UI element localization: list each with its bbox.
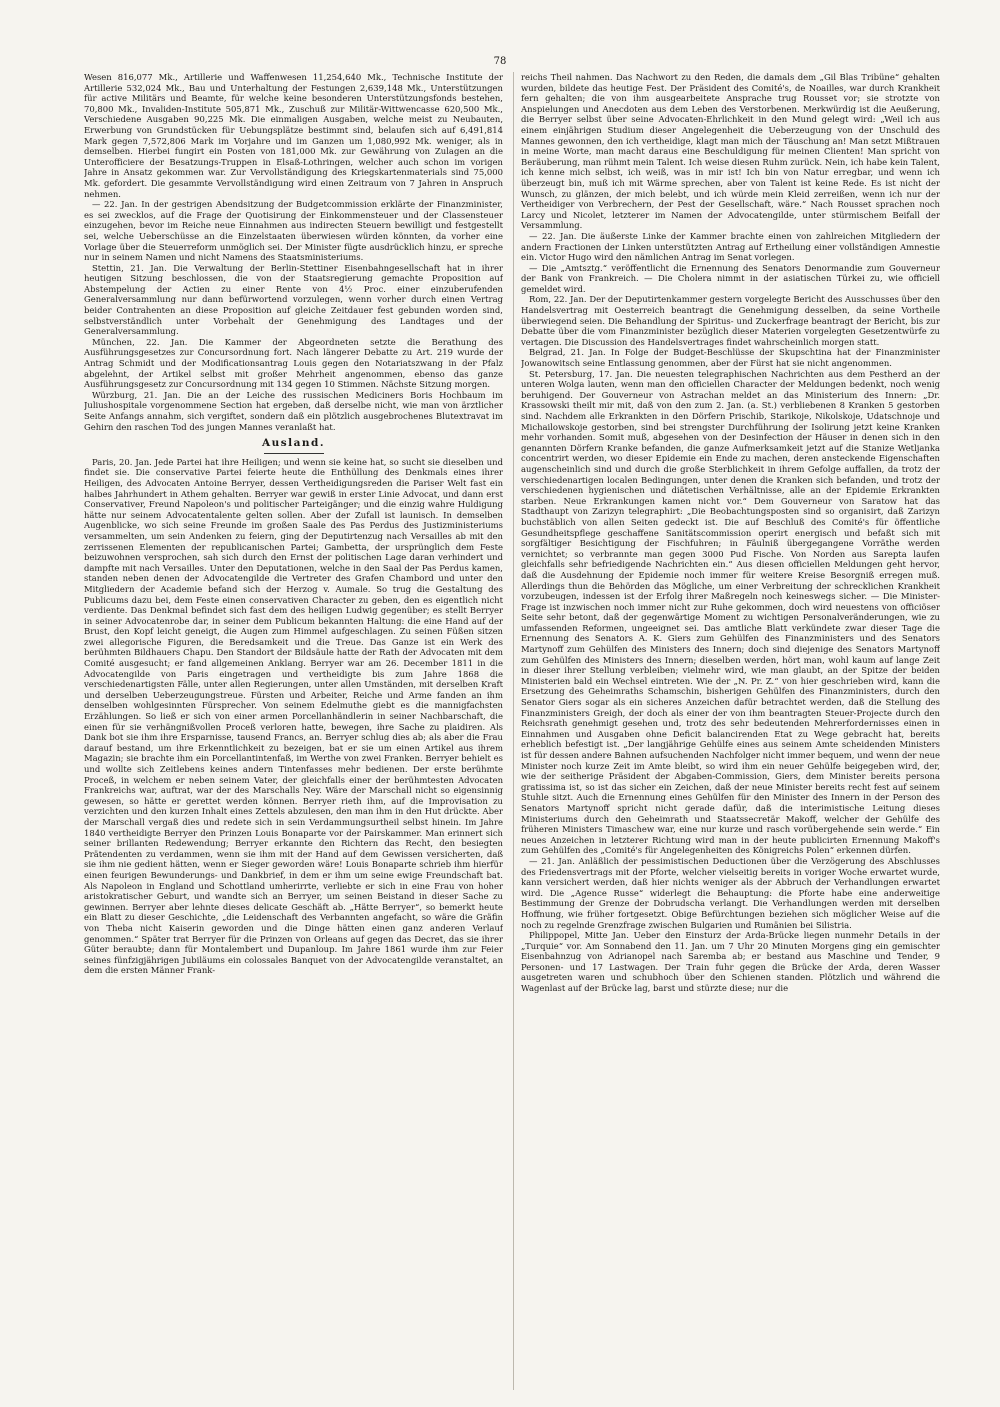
left-column bbox=[84, 72, 503, 1390]
article-military-budget: Wesen 816,077 Mk., Artillerie und Waffenwesen 11,254,640 Mk., Technische Institute der Artillerie 532,024 Mk., Bau und Unterhaltung der Festungen 2,639,148 Mk., Unterstützungen für active Militärs und Beamte, für welche keine besonderen Unterstützungsfonds bestehen, 70,800 Mk., Invaliden-Institute 505,871 Mk., Zuschuß zur Militär-Wittwencasse 620,500 Mk., Verschiedene Ausgaben 90,225 Mk. Die einmaligen Ausgaben, welche meist zu Neubauten, Erwerbung von Grundstücken für Uebungsplätze bestimmt sind, belaufen sich auf 6,491,814 Mark gegen 7,572,806 Mark im Vorjahre und im Ganzen um 1,080,992 Mk. weniger, als in demselben. Hierbei fungirt ein Posten von 181,000 Mk. zur Gewährung von Zulagen an die Unterofficiere der Besatzungs-Truppen in Elsaß-Lothringen, welcher auch schon im vorigen Jahre in Ansatz gekommen war. Zur Vervollständigung des Kriegskartenmaterials sind 75,000 Mk. gefordert. Die gesammte Vervollständigung wird einen Zeitraum von 7 Jahren in Anspruch nehmen. bbox=[84, 72, 503, 199]
right-column bbox=[521, 72, 940, 1390]
article-stettin: Stettin, 21. Jan. Die Verwaltung der Berlin-Stettiner Eisenbahngesellschaft hat in ihrer heutigen Sitzung beschlossen, die von der Staatsregierung gemachte Proposition auf Abstempelung der Actien zu einer Rente von 4½ Proc. einer einzuberufenden Generalversammlung nur dann befürwortend vorzulegen, wenn vorher durch einen Vertrag beider Contrahenten an diese Proposition auf gleiche Zeitdauer fest gebunden worden sind, selbstverständlich unter Vorbehalt der Genehmigung des Landtages und der Generalversammlung. bbox=[84, 262, 503, 337]
section-rule bbox=[264, 453, 324, 454]
page-number: 78 bbox=[493, 56, 507, 67]
article-amtszeitung: — Die „Amtsztg.“ veröffentlicht die Ernennung des Senators Denormandie zum Gouverneur der Bank von Frankreich. — Die Cholera nimmt in der asiatischen Türkei zu, wie officiell gemeldet wird. bbox=[521, 262, 940, 294]
article-rom: Rom, 22. Jan. Der der Deputirtenkammer gestern vorgelegte Bericht des Ausschusses über den Handelsvertrag mit Oesterreich beantragt die Genehmigung desselben, da seine Vortheile überwiegend seien. Die Behandlung der Spiritus- und Zuckerfrage beantragt der Bericht, bis zur Debatte über die vom Finanzminister bezüglich dieser Materien vorgelegten Gesetzentwürfe zu vertagen. Die Discussion des Handelsvertrages findet wahrscheinlich morgen statt. bbox=[521, 294, 940, 347]
article-muenchen: München, 22. Jan. Die Kammer der Abgeordneten setzte die Berathung des Ausführungsgesetzes zur Concursordnung fort. Nach längerer Debatte zu Art. 219 wurde der Antrag Schmidt und der Modificationsantrag Louis gegen den Notariatszwang in der Pfalz abgelehnt, der Artikel selbst mit großer Mehrheit angenommen, ebenso das ganze Ausführungsgesetz zur Concursordnung mit 134 gegen 10 Stimmen. Nächste Sitzung morgen. bbox=[84, 336, 503, 390]
article-st-petersburg: St. Petersburg, 17. Jan. Die neuesten telegraphischen Nachrichten aus dem Pestherd an der unteren Wolga lauten, wenn man den officiellen Character der Meldungen bedenkt, noch wenig beruhigend. Der Gouverneur von Astrachan meldet an das Ministerium des Innern: „Dr. Krassowski theilt mir mit, daß von den zum 2. Jan. (a. St.) verbliebenen 8 Kranken 5 gestorben sind. Nachdem alle Erkrankten in den Dörfern Prischib, Starikoje, Nikolskoje, Udatschnoje und Michailowskoje gestorben, sind bei strengster Durchführung der Isolirung jetzt keine Kranken mehr vorhanden. Somit muß, abgesehen von der Desinfection der Häuser in denen sich in den genannten Dörfern Kranke befanden, die ganze Aufmerksamkeit jetzt auf die Stanize Wetljanka concentrirt werden, wo dieser Epidemie ein Ende zu machen, deren ansteckende Eigenschaften augenscheinlich sind und durch die große Sterblichkeit in ihrem Gefolge auffallen, da trotz der verschiedenartigen localen Bedingungen, unter denen die Kranken sich befanden, und trotz der verschiedenen hygienischen und diätetischen Verhältnisse, alle an der Epidemie Erkrankten starben. Neue Erkrankungen kamen nicht vor.“ Dem Gouverneur von Saratow hat das Stadthaupt von Zarizyn telegraphirt: „Die Beobachtungsposten sind so organisirt, daß Zarizyn buchstäblich von allen Seiten gedeckt ist. Die auf Beschluß des Comité's für öffentliche Gesundheitspflege geschaffene Sanitätscommission operirt energisch und befaßt sich mit sorgfältiger Besichtigung der Fischfuhren; in Fäulniß übergegangene Vorräthe werden vernichtet; so verbrannte man gegen 3000 Pud Fische. Von Norden aus Sarepta laufen gleichfalls sehr befriedigende Nachrichten ein.“ Aus diesen officiellen Meldungen geht hervor, daß die Ausdehnung der Epidemie noch immer für weitere Kreise Besorgniß erregen muß. Allerdings thun die Behörden das Mögliche, um einer Verbreitung der schrecklichen Krankheit vorzubeugen, indessen ist der Erfolg ihrer Maßregeln noch keineswegs sicher. — Die Minister-Frage ist inzwischen noch immer nicht zur Ruhe gekommen, doch wird neuestens von officiöser Seite sehr betont, daß der gegenwärtige Moment zu wichtigen Personalveränderungen, wie zu umfassenden Reformen, ungeeignet sei. Das amtliche Blatt verkündete zwar dieser Tage die Ernennung des Senators A. K. Giers zum Gehülfen des Finanzministers und des Senators Martynoff zum Gehülfen des Ministers des Innern; doch sind diejenige des Senators Martynoff zum Gehülfen des Ministers des Innern; dieselben werden, hört man, wohl kaum auf lange Zeit in dieser ihrer Stellung verbleiben; vielmehr wird, wie man glaubt, an der Spitze der beiden Ministerien bald ein Wechsel eintreten. Wie der „N. Pr. Z.“ von hier geschrieben wird, kann die Ersetzung des Geheimraths Schamschin, bisherigen Gehülfen des Finanzministers, durch den Senator Giers sogar als ein sicheres Anzeichen dafür betrachtet werden, daß die Stellung des Finanzministers Greigh, der doch als einer der von ihm beantragten Steuer-Projecte durch den Reichsrath genehmigt gesehen und, trotz des sehr bedeutenden Mehrerfordernisses einen in Einnahmen und Ausgaben ohne Deficit balancirenden Etat zu Wege gebracht hat, bereits erheblich befestigt ist. „Der langjährige Gehülfe eines aus seinem Amte scheidenden Ministers ist für dessen andere Bahnen aufsuchenden Nachfolger nicht immer bequem, und wenn der neue Minister noch kurze Zeit im Amte bleibt, so wird ihm ein neuer Gehülfe beigegeben wird, der, wie der seitherige Präsident der Abgaben-Commission, Giers, dem Minister bereits persona gratissima ist, so ist das sicher ein Zeichen, daß der neue Minister bereits recht fest auf seinem Stuhle sitzt. Auch die Ernennung eines Gehülfen für den Minister des Innern in der Person des Senators Martynoff spricht nicht gerade dafür, daß die interimistische Leitung dieses Ministeriums durch den Geheimrath und Staatssecretär Makoff, welcher der Gehülfe des früheren Ministers Timaschew war, eine nur kurze und rasch vorübergehende sein werde.“ Ein neues Anzeichen in letzterer Richtung wird man in der heute publicirten Ernennung Makoff's zum Gehülfen des „Comité's für Angelegenheiten des Königreichs Polen“ erkennen dürfen. bbox=[521, 368, 940, 856]
article-st-petersburg-2: — 21. Jan. Anläßlich der pessimistischen Deductionen über die Verzögerung des Abschlusses des Friedensvertrags mit der Pforte, welcher vielseitig bereits in voriger Woche erwartet wurde, kann versichert werden, daß hier nichts weniger als der Abbruch der Verhandlungen erwartet wird. Die „Agence Russe“ widerlegt die Behauptung: die Pforte habe eine anderweitige Bestimmung der Grenze der Dobrudscha verlangt. Die Verhandlungen werden mit derselben Hoffnung, wie früher fortgesetzt. Obige Befürchtungen beziehen sich möglicher Weise auf die noch zu regelnde Grenzfrage zwischen Bulgarien und Rumänien bei Silistria. bbox=[521, 855, 940, 930]
text-columns bbox=[84, 72, 940, 1390]
column-divider bbox=[513, 72, 514, 1390]
article-philippopel: Philippopel, Mitte Jan. Ueber den Einsturz der Arda-Brücke liegen nunmehr Details in der „Turquie“ vor. Am Sonnabend den 11. Jan. um 7 Uhr 20 Minuten Morgens ging ein gemischter Eisenbahnzug von Adrianopel nach Saremba ab; er bestand aus Maschine und Tender, 9 Personen- und 17 Lastwagen. Der Train fuhr gegen die Brücke der Arda, deren Wasser ausgetreten waren und schubhoch über den Schienen standen. Plötzlich und während die Wagenlast auf der Brücke lag, barst und stürzte diese; nur die bbox=[521, 930, 940, 994]
article-wuerzburg: Würzburg, 21. Jan. Die an der Leiche des russischen Mediciners Boris Hochbaum im Juliushospitale vorgenommene Section hat ergeben, daß derselbe nicht, wie man von ärztlicher Seite Anfangs annahm, sich vergiftet, sondern daß ein plötzlich ausgebrochenes Blutextravat im Gehirn den raschen Tod des jungen Mannes veranlaßt hat. bbox=[84, 389, 503, 432]
article-belgrad: Belgrad, 21. Jan. In Folge der Budget-Beschlüsse der Skupschtina hat der Finanzminister Jowanowitsch seine Entlassung genommen, aber der Fürst hat sie nicht angenommen. bbox=[521, 347, 940, 369]
article-amnesty: — 22. Jan. Die äußerste Linke der Kammer brachte einen von zahlreichen Mitgliedern der andern Fractionen der Linken unterstützten Antrag auf Ertheilung einer vollständigen Amnestie ein. Victor Hugo wird den nämlichen Antrag im Senat vorlegen. bbox=[521, 230, 940, 263]
section-heading-ausland: Ausland. bbox=[261, 437, 326, 450]
article-paris-continued: reichs Theil nahmen. Das Nachwort zu den Reden, die damals dem „Gil Blas Tribüne“ gehalten wurden, bildete das heutige Fest. Der Präsident des Comité's, de Noailles, war durch Krankheit fern gehalten; die von ihm ausgearbeitete Ansprache trug Rousset vor; sie strotzte von Anspielungen und Anecdoten aus dem Leben des Verstorbenen. Merkwürdig ist die Aeußerung, die Berryer selbst über seine Advocaten-Ehrlichkeit in den Mund gelegt wird: „Weil ich aus einem einjährigen Studium dieser Angelegenheit die Ueberzeugung von der Unschuld des Mannes gewonnen, den ich vertheidige, klagt man mich der Täuschung an! Man setzt Mißtrauen in meine Worte, man macht daraus eine Beschuldigung für meinen Clienten! Man spricht von Beräuberung, man rühmt mein Talent. Ich weise diesen Ruhm zurück. Nein, ich habe kein Talent, ich kenne mich selbst, ich weiß, was in mir ist! Ich bin von Natur erregbar, und wenn ich überzeugt bin, muß ich mit Wärme sprechen, aber von Talent ist keine Rede. Es ist nicht der Wunsch, zu glänzen, der mich belebt, und ich würde mein Kleid zerreißen, wenn ich nur der Vertheidiger von Verbrechern, der Pest der Gesellschaft, wäre.“ Nach Rousset sprachen noch Larcy und Nicolet, letzterer im Namen der Advocatengilde, unter stürmischem Beifall der Versammlung. bbox=[521, 72, 940, 231]
article-paris: Paris, 20. Jan. Jede Partei hat ihre Heiligen; und wenn sie keine hat, so sucht sie dieselben und findet sie. Die conservative Partei feierte heute die Enthüllung des Denkmals eines ihrer Heiligen, des Advocaten Antoine Berryer, dessen Vertheidigungsreden die Pariser Welt fast ein halbes Jahrhundert in Athem gehalten. Berryer war gewiß in erster Linie Advocat, und dann erst Conservativer, Freund Napoleon's und politischer Parteigänger; und die einzig wahre Huldigung hätte nur seinem Advocatentalente gelten sollen. Aber der Zufall ist launisch. In demselben Augenblicke, wo sich seine Freunde im großen Saale des Pas Perdus des Justizministeriums versammelten, um sein Andenken zu feiern, ging der Deputirtenzug nach Versailles ab mit den zerrissenen Elementen der republicanischen Partei; Gambetta, der ursprünglich dem Feste beizuwohnen versprochen, sah sich durch den Ernst der politischen Lage daran verhindert und dampfte mit nach Versailles. Unter den Deputationen, welche in den Saal der Pas Perdus kamen, standen neben denen der Advocatengilde die Vertreter des Grafen Chambord und unter den Mitgliedern der Academie befand sich der Herzog v. Aumale. So trug die Gestaltung des Publicums dazu bei, dem Feste einen conservativen Character zu geben, den es eigentlich nicht verdiente. Das Denkmal befindet sich fast dem des heiligen Ludwig gegenüber; es stellt Berryer in seiner Advocatenrobe dar, in seiner dem Publicum bekannten Haltung: die eine Hand auf der Brust, den Kopf leicht geneigt, die Augen zum Himmel aufgeschlagen. Zu seinen Füßen sitzen zwei allegorische Figuren, die Beredsamkeit und die Treue. Das Ganze ist ein Werk des berühmten Bildhauers Chapu. Den Standort der Bildsäule hatte der Rath der Advocaten mit dem Comité ausgesucht; er fand allgemeinen Anklang. Berryer war am 26. December 1811 in die Advocatengilde von Paris eingetragen und vertheidigte bis zum Jahre 1868 die verschiedenartigsten Fälle, unter allen Regierungen, unter allen Umständen, mit derselben Kraft und derselben Ueberzeugungstreue. Fürsten und Arbeiter, Reiche und Arme fanden an ihm denselben wohlgesinnten Fürsprecher. Von seinem Edelmuthe giebt es die mannigfachsten Erzählungen. So ließ er sich von einer armen Porcellanhändlerin in seiner Nachbarschaft, die einen für sie verhängnißvollen Proceß verloren hatte, bewegen, ihre Sache zu plaidiren. Als Dank bot sie ihm ihre Ersparnisse, tausend Francs, an. Berryer schlug dies ab; als aber die Frau darauf bestand, um ihre Erkenntlichkeit zu bezeigen, bat er sie um einen Artikel aus ihrem Magazin; sie brachte ihm ein Porcellantintenfaß, im Werthe von zwei Franken. Berryer behielt es und wollte sich Zeitlebens keines andern Tintenfasses mehr bedienen. Der erste berühmte Proceß, in welchem er neben seinem Vater, der gleichfalls einer der berühmtesten Advocaten Frankreichs war, auftrat, war der des Marschalls Ney. Wäre der Marschall nicht so eigensinnig gewesen, so hätte er gerettet werden können. Berryer rieth ihm, auf die Improvisation zu verzichten und den kurzen Inhalt eines Zettels abzulesen, den man ihm in den Hut drückte. Aber der Marschall vergaß dies und redete sich in sein Verdammungsurtheil selbst hinein. Im Jahre 1840 vertheidigte Berryer den Prinzen Louis Bonaparte vor der Pairskammer. Man erinnert sich seiner brillanten Redewendung; Berryer erkannte den Richtern das Recht, den besiegten Prätendenten zu verdammen, wenn sie ihm mit der Hand auf dem Gewissen versicherten, daß sie ihm nie gedient hätten, wenn er Sieger geworden wäre! Louis Bonaparte schrieb ihm hierfür einen feurigen Bewunderungs- und Dankbrief, in dem er ihm um seine ewige Freundschaft bat. Als Napoleon in England und Schottland umherirrte, verliebte er sich in eine Frau von hoher aristokratischer Geburt, und wandte sich an Berryer, um seinen Beistand in dieser Sache zu gewinnen. Berryer aber lehnte dieses delicate Geschäft ab. „Hätte Berryer“, so bemerkt heute ein Blatt zu dieser Geschichte, „die Leidenschaft des Verbannten angefacht, so wäre die Gräfin von Theba nicht Kaiserin geworden und die Dinge hätten einen ganz anderen Verlauf genommen.“ Später trat Berryer für die Prinzen von Orleans auf gegen das Decret, das sie ihrer Güter beraubte; dann für Montalembert und Dupanloup. Im Jahre 1861 wurde ihm zur Feier seines fünfzigjährigen Jubiläums ein colossales Banquet von der Advocatengilde veranstaltet, an dem die ersten Männer Frank- bbox=[84, 456, 503, 976]
article-budget-commission: — 22. Jan. In der gestrigen Abendsitzung der Budgetcommission erklärte der Finanzminister, es sei zwecklos, auf die Frage der Quotisirung der Einkommensteuer und der Classensteuer einzugehen, bevor im Reiche neue Einnahmen aus indirecten Steuern bewilligt und festgestellt sei, welche Ueberschüsse an die Einzelstaaten überwiesen würden könnten, da vorher eine Vorlage über die Steuerreform unmöglich sei. Der Minister fügte ausdrücklich hinzu, er spreche nur in seinem Namen und nicht Namens des Staatsministeriums. bbox=[84, 199, 503, 263]
